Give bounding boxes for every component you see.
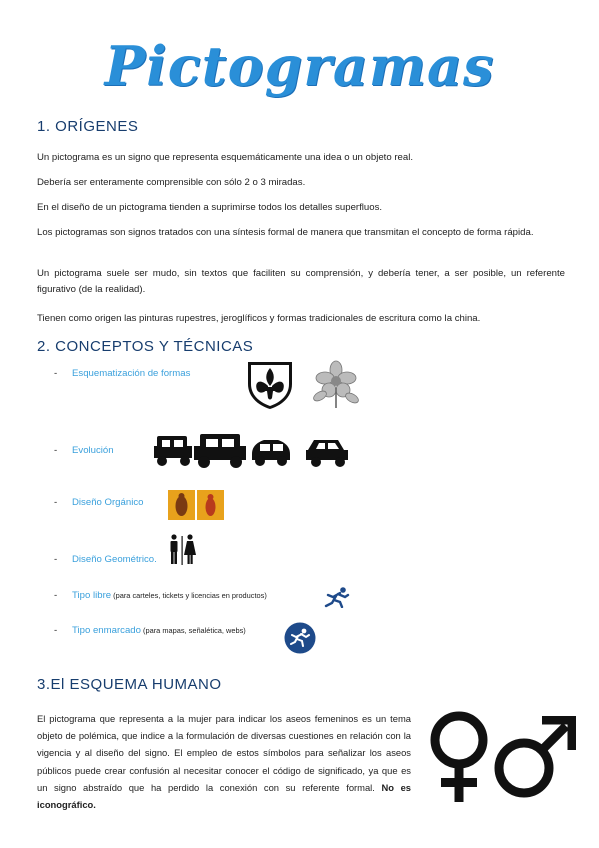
- s1-paragraph-1: Un pictograma es un signo que representa esquemáticamente una idea o un objeto real.: [37, 152, 413, 163]
- s1-paragraph-6: Tienen como origen las pinturas rupestres, jeroglíficos y formas tradicionales de escritura como la china.: [37, 313, 481, 324]
- list-item: - Tipo enmarcado (para mapas, señalética, webs): [54, 625, 246, 636]
- list-item: - Evolución: [54, 445, 114, 456]
- s3-paragraph: El pictograma que representa a la mujer para indicar los aseos femeninos es un tema objeto de polémica, que indice a la formulación de diversas cuestiones en relación con la vigencia y al diseño del signo. El empleo de estos símbolos para señalizar los aseos públicos puede crear confusión al necesitar conocer el código de significado, ya que es un signo abstraído que ha perdido la conexión con su referente formal. No es iconográfico.: [37, 713, 412, 811]
- list-item: - Esquematización de formas: [54, 368, 191, 379]
- list-item: - Diseño Orgánico: [54, 497, 144, 508]
- male-symbol-icon: [490, 716, 576, 802]
- s1-paragraph-4: Los pictogramas son signos tratados con una síntesis formal de manera que transmitan el concepto de forma rápida.: [37, 227, 534, 238]
- female-symbol-icon: [425, 708, 495, 804]
- section-1-heading: 1. ORÍGENES: [37, 118, 139, 135]
- flower-icon: [312, 358, 360, 410]
- car-evolution-icon: [154, 428, 354, 470]
- list-item: - Tipo libre (para carteles, tickets y licencias en productos): [54, 590, 267, 601]
- organic-figures-icon: [168, 490, 224, 520]
- list-item: - Diseño Geométrico.: [54, 554, 157, 565]
- section-2-heading: 2. CONCEPTOS Y TÉCNICAS: [37, 338, 254, 355]
- restroom-man-woman-icon: [168, 534, 196, 566]
- page-title: Pictogramas: [104, 34, 495, 98]
- runner-icon: [322, 586, 350, 608]
- s1-paragraph-2: Debería ser enteramente comprensible con sólo 2 o 3 miradas.: [37, 177, 306, 188]
- framed-runner-badge-icon: [284, 622, 316, 654]
- fleur-de-lis-shield-icon: [246, 360, 294, 410]
- s1-paragraph-3: En el diseño de un pictograma tienden a suprimirse todos los detalles superfluos.: [37, 202, 383, 213]
- section-3-heading: 3.El ESQUEMA HUMANO: [37, 676, 222, 693]
- s1-paragraph-5: Un pictograma suele ser mudo, sin textos que faciliten su comprensión, y debería tener, a ser posible, un referente figurativo (de la realidad).: [37, 268, 565, 295]
